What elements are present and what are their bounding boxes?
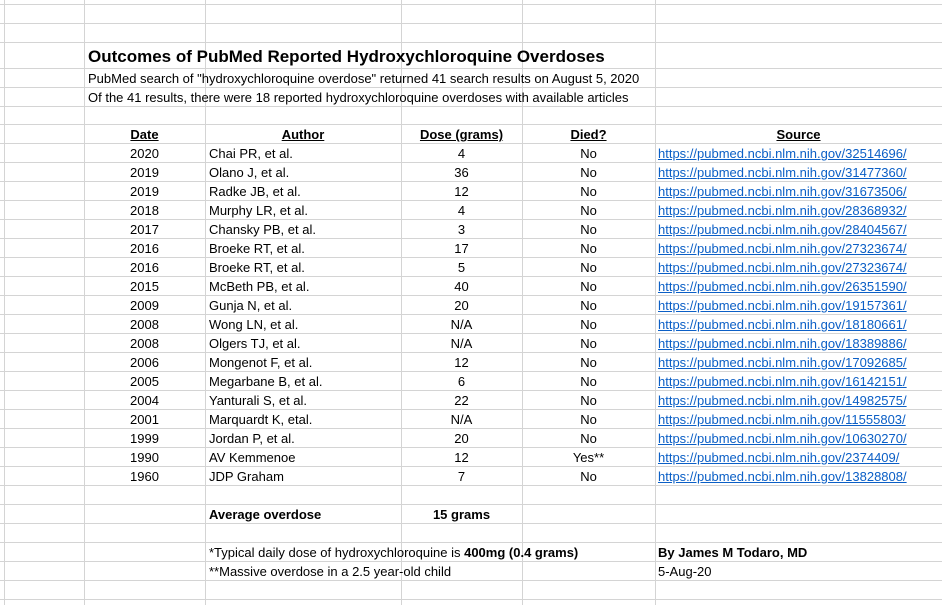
row-gridline <box>0 580 942 581</box>
average-value: 15 grams <box>432 507 491 522</box>
cell-author: Broeke RT, et al. <box>209 260 305 275</box>
row-gridline <box>0 23 942 24</box>
cell-date: 2004 <box>130 393 159 408</box>
row-gridline <box>0 4 942 5</box>
cell-dose: 20 <box>454 431 469 446</box>
row-gridline <box>0 42 942 43</box>
footnote-child: **Massive overdose in a 2.5 year-old child <box>209 564 452 579</box>
header-dose: Dose (grams) <box>419 127 504 142</box>
source-link[interactable]: https://pubmed.ncbi.nlm.nih.gov/17092685/ <box>658 355 907 370</box>
cell-author: Chai PR, et al. <box>209 146 293 161</box>
cell-dose: 17 <box>454 241 469 256</box>
header-date: Date <box>130 127 159 142</box>
cell-died: No <box>580 431 597 446</box>
cell-dose: N/A <box>450 336 473 351</box>
header-died: Died? <box>570 127 607 142</box>
footnote-daily-dose <box>209 543 578 562</box>
cell-died: No <box>580 260 597 275</box>
cell-dose: 36 <box>454 165 469 180</box>
footnote-prefix: *Typical daily dose of hydroxychloroquine is <box>209 545 465 560</box>
source-link[interactable]: https://pubmed.ncbi.nlm.nih.gov/13828808/ <box>658 469 907 484</box>
cell-date: 2019 <box>130 184 159 199</box>
cell-date: 2015 <box>130 279 159 294</box>
source-link[interactable]: https://pubmed.ncbi.nlm.nih.gov/18389886/ <box>658 336 907 351</box>
cell-died: No <box>580 279 597 294</box>
cell-author: Gunja N, et al. <box>209 298 293 313</box>
cell-date: 2001 <box>130 412 159 427</box>
cell-author: Mongenot F, et al. <box>209 355 313 370</box>
cell-dose: 20 <box>454 298 469 313</box>
source-link[interactable]: https://pubmed.ncbi.nlm.nih.gov/14982575/ <box>658 393 907 408</box>
cell-died: No <box>580 355 597 370</box>
cell-author: Jordan P, et al. <box>209 431 295 446</box>
cell-date: 2019 <box>130 165 159 180</box>
cell-author: Radke JB, et al. <box>209 184 301 199</box>
cell-died: No <box>580 222 597 237</box>
cell-date: 2006 <box>130 355 159 370</box>
row-gridline <box>0 599 942 600</box>
cell-died: No <box>580 317 597 332</box>
cell-date: 2020 <box>130 146 159 161</box>
footnote-dose-bold: 400mg (0.4 grams) <box>464 545 579 560</box>
cell-author: Megarbane B, et al. <box>209 374 323 389</box>
cell-author: Wong LN, et al. <box>209 317 299 332</box>
cell-date: 2018 <box>130 203 159 218</box>
source-link[interactable]: https://pubmed.ncbi.nlm.nih.gov/10630270/ <box>658 431 907 446</box>
source-link[interactable]: https://pubmed.ncbi.nlm.nih.gov/16142151/ <box>658 374 907 389</box>
cell-dose: 4 <box>457 203 466 218</box>
cell-dose: 40 <box>454 279 469 294</box>
source-link[interactable]: https://pubmed.ncbi.nlm.nih.gov/26351590/ <box>658 279 907 294</box>
source-link[interactable]: https://pubmed.ncbi.nlm.nih.gov/28404567/ <box>658 222 907 237</box>
cell-dose: 6 <box>457 374 466 389</box>
cell-dose: 5 <box>457 260 466 275</box>
source-link[interactable]: https://pubmed.ncbi.nlm.nih.gov/2374409/ <box>658 450 900 465</box>
cell-died: No <box>580 298 597 313</box>
cell-dose: N/A <box>450 412 473 427</box>
cell-date: 1999 <box>130 431 159 446</box>
source-link[interactable]: https://pubmed.ncbi.nlm.nih.gov/28368932/ <box>658 203 907 218</box>
cell-author: Broeke RT, et al. <box>209 241 305 256</box>
cell-author: JDP Graham <box>209 469 284 484</box>
cell-date: 1990 <box>130 450 159 465</box>
cell-died: No <box>580 203 597 218</box>
cell-dose: N/A <box>450 317 473 332</box>
byline: By James M Todaro, MD <box>658 545 808 560</box>
cell-date: 1960 <box>130 469 159 484</box>
cell-date: 2009 <box>130 298 159 313</box>
cell-date: 2008 <box>130 336 159 351</box>
header-author: Author <box>281 127 325 142</box>
cell-died: No <box>580 412 597 427</box>
cell-date: 2016 <box>130 241 159 256</box>
cell-died: No <box>580 184 597 199</box>
cell-author: Chansky PB, et al. <box>209 222 316 237</box>
cell-author: Marquardt K, etal. <box>209 412 313 427</box>
source-link[interactable]: https://pubmed.ncbi.nlm.nih.gov/32514696/ <box>658 146 907 161</box>
cell-author: Yanturali S, et al. <box>209 393 308 408</box>
cell-author: McBeth PB, et al. <box>209 279 310 294</box>
source-link[interactable]: https://pubmed.ncbi.nlm.nih.gov/11555803/ <box>658 412 906 427</box>
cell-dose: 7 <box>457 469 466 484</box>
cell-died: No <box>580 165 597 180</box>
cell-author: AV Kemmenoe <box>209 450 296 465</box>
cell-died: No <box>580 146 597 161</box>
date-line: 5-Aug-20 <box>658 564 712 579</box>
cell-dose: 12 <box>454 450 469 465</box>
source-link[interactable]: https://pubmed.ncbi.nlm.nih.gov/19157361/ <box>658 298 907 313</box>
cell-died: Yes** <box>572 450 605 465</box>
cell-date: 2005 <box>130 374 159 389</box>
source-link[interactable]: https://pubmed.ncbi.nlm.nih.gov/31673506/ <box>658 184 907 199</box>
cell-dose: 12 <box>454 355 469 370</box>
cell-died: No <box>580 469 597 484</box>
cell-author: Murphy LR, et al. <box>209 203 308 218</box>
cell-dose: 3 <box>457 222 466 237</box>
cell-died: No <box>580 241 597 256</box>
cell-died: No <box>580 336 597 351</box>
subtitle-search: PubMed search of "hydroxychloroquine overdose" returned 41 search results on August 5, 2020 <box>88 71 640 86</box>
cell-date: 2008 <box>130 317 159 332</box>
cell-dose: 12 <box>454 184 469 199</box>
source-link[interactable]: https://pubmed.ncbi.nlm.nih.gov/18180661/ <box>658 317 907 332</box>
cell-date: 2016 <box>130 260 159 275</box>
subtitle-results: Of the 41 results, there were 18 reported hydroxychloroquine overdoses with available articles <box>88 90 629 105</box>
average-label: Average overdose <box>209 507 322 522</box>
column-gridline <box>4 0 5 605</box>
cell-died: No <box>580 393 597 408</box>
cell-date: 2017 <box>130 222 159 237</box>
header-source: Source <box>776 127 821 142</box>
cell-author: Olgers TJ, et al. <box>209 336 301 351</box>
cell-dose: 4 <box>457 146 466 161</box>
page-title: Outcomes of PubMed Reported Hydroxychloroquine Overdoses <box>88 47 605 66</box>
cell-died: No <box>580 374 597 389</box>
cell-author: Olano J, et al. <box>209 165 290 180</box>
cell-dose: 22 <box>454 393 469 408</box>
source-link[interactable]: https://pubmed.ncbi.nlm.nih.gov/27323674/ <box>658 260 907 275</box>
source-link[interactable]: https://pubmed.ncbi.nlm.nih.gov/31477360/ <box>658 165 907 180</box>
source-link[interactable]: https://pubmed.ncbi.nlm.nih.gov/27323674/ <box>658 241 907 256</box>
